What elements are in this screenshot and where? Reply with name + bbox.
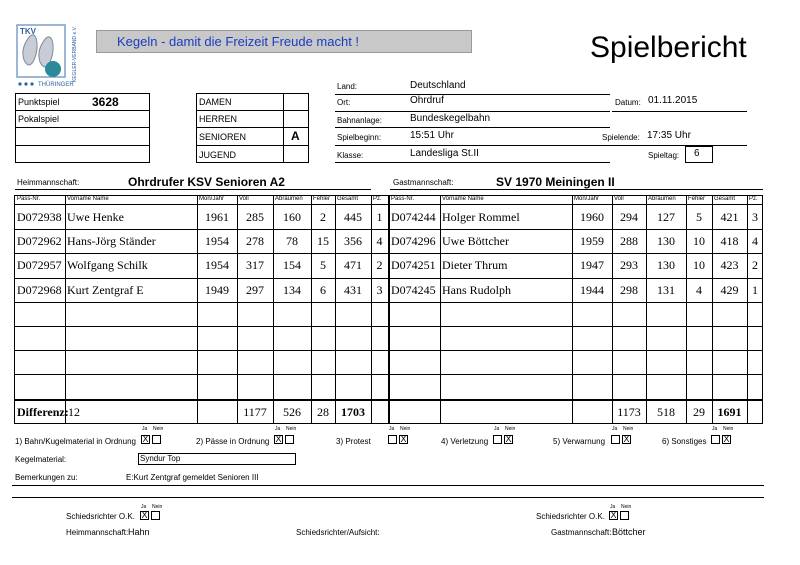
q4-label: 4) Verletzung (441, 437, 489, 446)
ort-value: Ohrdruf (410, 95, 444, 106)
home-row-1-ges: 445 (344, 210, 362, 224)
guest-header-abr: Abräumen (648, 196, 676, 202)
punktspiel-value: 3628 (92, 95, 119, 109)
home-team-name: Ohrdrufer KSV Senioren A2 (128, 175, 285, 189)
home-row-3-pz: 2 (376, 258, 383, 273)
cat-jugend: JUGEND (199, 150, 237, 160)
guest-header-pz: Pz. (749, 196, 758, 202)
guest-team-name: SV 1970 Meiningen II (496, 175, 615, 189)
q2-nein-checkbox[interactable] (285, 435, 294, 444)
home-row-2-pass: D072962 (17, 234, 62, 249)
row-divider (14, 374, 763, 375)
guest-row-2-voll: 288 (620, 234, 638, 249)
q4-nein-checkbox[interactable]: X (505, 434, 512, 444)
q3-label: 3) Protest (336, 437, 371, 446)
row-divider (14, 350, 763, 351)
land-value: Deutschland (410, 80, 466, 91)
guest-row-1-year: 1960 (580, 210, 604, 224)
q4-ja: Ja (494, 426, 500, 432)
questions-row (0, 425, 800, 449)
home-row-3-abr: 154 (283, 258, 301, 273)
beginn-value: 15:51 Uhr (410, 130, 454, 141)
home-row-2-fehl: 15 (317, 234, 329, 249)
guest-row-1-pz: 3 (752, 210, 758, 224)
guest-row-1-ges: 421 (720, 210, 739, 224)
guest-label: Gastmannschaft: (393, 178, 454, 187)
home-row-1-year: 1961 (205, 210, 229, 224)
home-total-abr: 526 (283, 404, 301, 419)
home-header-name: Vorname Name (67, 196, 109, 202)
sr-home-nein: Nein (152, 504, 163, 510)
guest-row-4-pass: D074245 (391, 282, 436, 297)
heim-sign-value: Hahn (128, 527, 150, 537)
q3-nein-checkbox[interactable]: X (400, 434, 407, 444)
home-row-1-pz: 1 (376, 210, 383, 224)
row-divider (14, 253, 763, 254)
klasse-value: Landesliga St.II (410, 148, 479, 159)
guest-row-3-year: 1947 (580, 258, 604, 273)
q1-nein: Nein (153, 426, 164, 432)
guest-row-2-pass: D074296 (391, 234, 436, 249)
home-row-4-pass: D072968 (17, 282, 62, 297)
home-row-2-abr: 78 (286, 234, 298, 249)
guest-header-pass: Pass-Nr. (391, 196, 415, 202)
gast-sign-value: Böttcher (612, 527, 646, 537)
q5-nein: Nein (623, 426, 634, 432)
spieltag-label: Spieltag: (648, 151, 680, 160)
home-row-2-year: 1954 (205, 234, 229, 249)
home-row-4-voll: 297 (246, 282, 264, 297)
cat-herren: HERREN (199, 114, 238, 124)
guest-row-2-year: 1959 (580, 234, 604, 249)
q3-ja: Ja (389, 426, 395, 432)
guest-row-1-name: Holger Rommel (442, 210, 520, 224)
slogan-banner (96, 30, 472, 53)
home-row-1-fehl: 2 (320, 210, 326, 224)
sr-label-home: Schiedsrichter O.K. (66, 512, 135, 521)
guest-row-1-fehl: 5 (696, 210, 702, 224)
page-title: Spielbericht (590, 31, 747, 64)
diff-label: Differenz: (17, 404, 69, 419)
sr-guest-nein-checkbox[interactable] (620, 511, 629, 520)
home-row-1-abr: 160 (283, 210, 301, 224)
q6-nein: Nein (723, 426, 734, 432)
cat-senioren: SENIOREN (199, 132, 247, 142)
logo-bottom-text: THÜRINGER (38, 82, 74, 88)
home-row-4-abr: 134 (283, 282, 301, 297)
guest-header-name: Vorname Name (442, 196, 484, 202)
sr-aufsicht-label: Schiedsrichter/Aufsicht: (296, 528, 380, 537)
bahn-value: Bundeskegelbahn (410, 113, 491, 124)
q1-ja: Ja (142, 426, 148, 432)
guest-row-4-pz: 1 (752, 282, 758, 297)
tkv-logo (16, 24, 82, 88)
guest-row-1-pass: D074244 (391, 210, 436, 224)
home-header-pz: Pz. (373, 196, 382, 202)
sr-home-nein-checkbox[interactable] (151, 511, 160, 520)
guest-row-4-voll: 298 (620, 282, 638, 297)
home-header-abr: Abräumen (275, 196, 303, 202)
home-row-2-name: Hans-Jörg Ständer (67, 234, 156, 249)
q2-ja: Ja (275, 426, 281, 432)
guest-row-2-ges: 418 (720, 234, 739, 249)
home-row-4-name: Kurt Zentgraf E (67, 282, 144, 297)
spieltag-value: 6 (694, 148, 700, 159)
home-header-voll: Voll (239, 196, 249, 202)
home-row-3-pass: D072957 (17, 258, 62, 273)
q3-nein: Nein (400, 426, 411, 432)
gast-sign-label: Gastmannschaft: (551, 528, 612, 537)
sr-home-ja-checkbox[interactable]: X (141, 510, 148, 520)
home-row-1-name: Uwe Henke (67, 210, 124, 224)
heim-sign-label: Heimmannschaft: (66, 528, 129, 537)
q5-ja-checkbox[interactable] (611, 435, 620, 444)
home-header-ges: Gesamt (337, 196, 359, 202)
ende-value: 17:35 Uhr (647, 130, 691, 141)
guest-row-2-name: Uwe Böttcher (442, 234, 509, 249)
q6-label: 6) Sonstiges (662, 437, 707, 446)
guest-row-2-pz: 4 (752, 234, 758, 249)
home-header-fehl: Fehler (313, 196, 331, 202)
guest-header-fehl: Fehler (688, 196, 706, 202)
home-total-ges: 1703 (341, 404, 365, 419)
guest-row-4-abr: 131 (657, 282, 675, 297)
header-divider (14, 204, 763, 205)
guest-row-3-pz: 2 (752, 258, 758, 273)
guest-row-1-voll: 294 (620, 210, 638, 224)
guest-row-3-ges: 423 (720, 258, 739, 273)
home-header-pass: Pass-Nr. (17, 196, 41, 202)
home-label: Heimmannschaft: (17, 178, 80, 187)
sr-guest-ja: Ja (610, 504, 616, 510)
home-row-1-voll: 285 (246, 210, 264, 224)
guest-row-4-fehl: 4 (696, 282, 702, 297)
guest-row-4-name: Hans Rudolph (442, 282, 511, 297)
q6-ja-checkbox[interactable] (711, 435, 720, 444)
klasse-label: Klasse: (337, 151, 364, 160)
q3-ja-checkbox[interactable] (388, 435, 397, 444)
home-row-2-voll: 278 (246, 234, 264, 249)
row-divider (14, 278, 763, 279)
row-divider (14, 229, 763, 230)
home-row-4-pz: 3 (376, 282, 383, 297)
home-row-3-year: 1954 (205, 258, 229, 273)
guest-row-3-voll: 293 (620, 258, 638, 273)
guest-row-3-pass: D074251 (391, 258, 436, 273)
home-header-year: Mon/Jahr (199, 196, 225, 202)
guest-total-ges: 1691 (717, 404, 742, 419)
guest-total-fehl: 29 (693, 404, 705, 419)
q6-ja: Ja (712, 426, 718, 432)
home-row-2-pz: 4 (376, 234, 383, 249)
q1-nein-checkbox[interactable] (152, 435, 161, 444)
land-label: Land: (337, 82, 358, 91)
kegelmaterial-value: Syndur Top (140, 454, 181, 463)
home-row-3-name: Wolfgang Schilk (67, 258, 148, 273)
slogan-text: Kegeln - damit die Freizeit Freude macht ! (117, 34, 360, 49)
row-divider (14, 302, 763, 303)
q4-ja-checkbox[interactable] (493, 435, 502, 444)
q4-nein: Nein (505, 426, 516, 432)
guest-row-1-abr: 127 (657, 210, 675, 224)
guest-header-ges: Gesamt (714, 196, 736, 202)
guest-row-2-abr: 130 (657, 234, 675, 249)
home-row-3-voll: 317 (246, 258, 264, 273)
senioren-value: A (291, 129, 300, 143)
sr-guest-nein: Nein (621, 504, 632, 510)
home-total-voll: 1177 (243, 404, 267, 419)
q1-ja-checkbox[interactable]: X (142, 434, 149, 444)
bahn-label: Bahnanlage: (337, 116, 382, 125)
q5-label: 5) Verwarnung (553, 437, 606, 446)
guest-total-abr: 518 (657, 404, 675, 419)
ort-label: Ort: (337, 98, 351, 107)
home-row-4-fehl: 6 (320, 282, 326, 297)
beginn-label: Spielbeginn: (337, 133, 382, 142)
sr-guest-ja-checkbox[interactable]: X (610, 510, 617, 520)
home-row-3-fehl: 5 (320, 258, 326, 273)
row-divider (14, 326, 763, 327)
home-row-2-ges: 356 (344, 234, 362, 249)
guest-row-3-abr: 130 (657, 258, 675, 273)
sr-label-guest: Schiedsrichter O.K. (536, 512, 605, 521)
q1-label: 1) Bahn/Kugelmaterial in Ordnung (15, 437, 136, 446)
bemerkungen-value: E:Kurt Zentgraf gemeldet Senioren III (126, 473, 259, 482)
cat-damen: DAMEN (199, 97, 232, 107)
bemerkungen-label: Bemerkungen zu: (15, 473, 78, 482)
datum-label: Datum: (615, 98, 641, 107)
guest-header-year: Mon/Jahr (574, 196, 600, 202)
guest-row-3-name: Dieter Thrum (442, 258, 508, 273)
bowling-logo-icon (16, 24, 82, 88)
q2-ja-checkbox[interactable]: X (275, 434, 282, 444)
home-row-1-pass: D072938 (17, 210, 62, 224)
home-row-4-year: 1949 (205, 282, 229, 297)
logo-side-text: KEGLER-VERBAND e.V. (72, 26, 78, 82)
guest-row-4-ges: 429 (720, 282, 739, 297)
ende-label: Spielende: (602, 133, 640, 142)
punktspiel-label: Punktspiel (18, 97, 60, 107)
home-row-4-ges: 431 (344, 282, 362, 297)
q2-label: 2) Pässe in Ordnung (196, 437, 270, 446)
guest-row-2-fehl: 10 (693, 234, 705, 249)
diff-value: 12 (68, 404, 80, 419)
q6-nein-checkbox[interactable]: X (723, 434, 730, 444)
q5-nein-checkbox[interactable]: X (623, 434, 630, 444)
sr-home-ja: Ja (141, 504, 147, 510)
guest-row-4-year: 1944 (580, 282, 604, 297)
pokalspiel-label: Pokalspiel (18, 114, 60, 124)
datum-value: 01.11.2015 (648, 95, 698, 106)
kegelmaterial-label: Kegelmaterial: (15, 455, 67, 464)
q5-ja: Ja (612, 426, 618, 432)
guest-row-3-fehl: 10 (693, 258, 705, 273)
row-divider (14, 399, 763, 401)
q2-nein: Nein (286, 426, 297, 432)
guest-total-voll: 1173 (617, 404, 641, 419)
logo-top-text: TKV (20, 27, 36, 36)
guest-header-voll: Voll (614, 196, 624, 202)
home-row-3-ges: 471 (344, 258, 362, 273)
home-total-fehl: 28 (317, 404, 329, 419)
